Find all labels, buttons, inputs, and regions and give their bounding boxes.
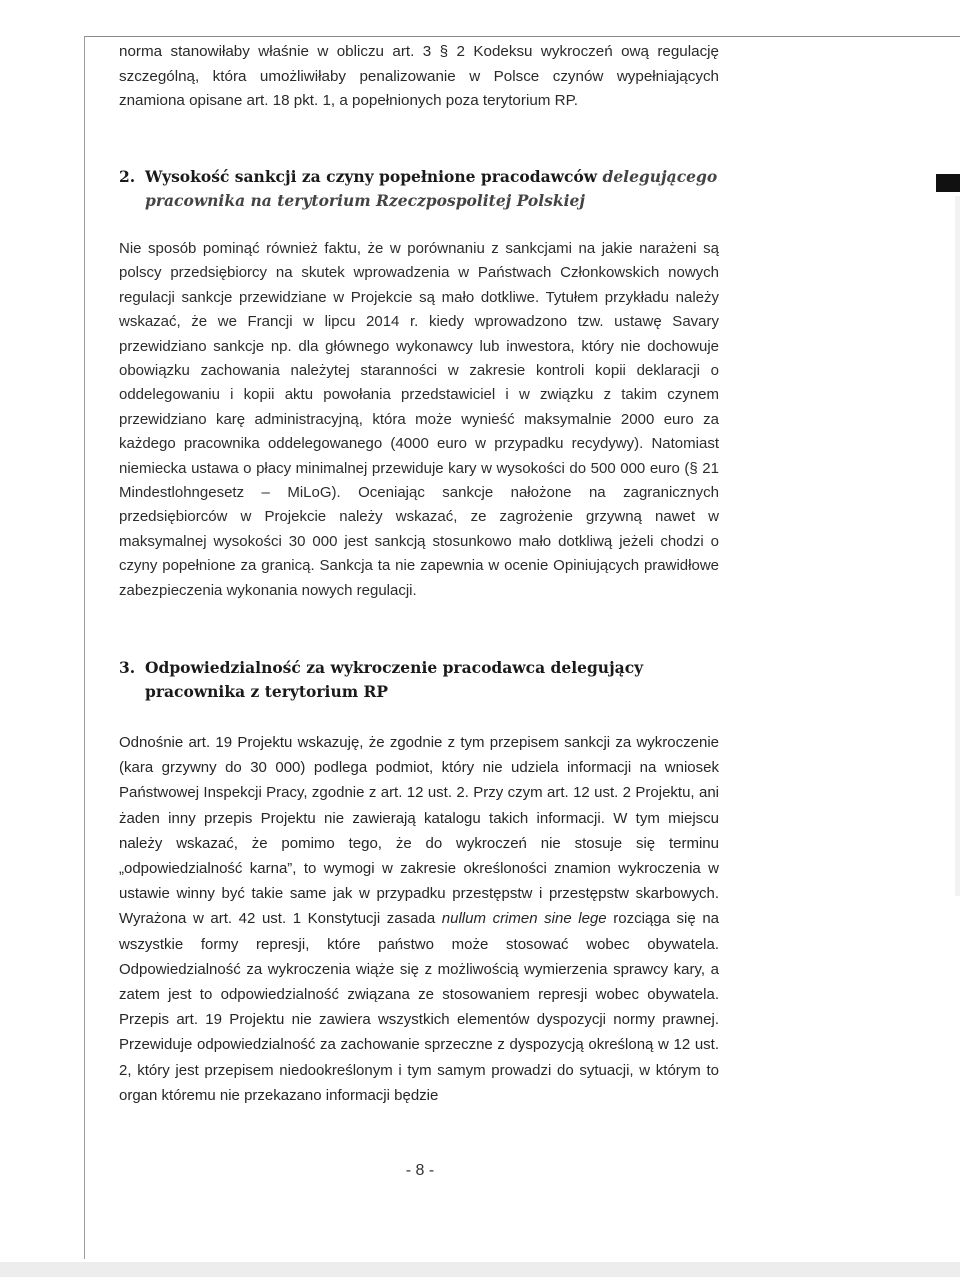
scan-edge-stripe — [955, 196, 960, 896]
section-3-title: Odpowiedzialność za wykroczenie pracodawca delegujący pracownika z terytorium RP — [145, 658, 644, 701]
section-2-title-plain: Wysokość sankcji za czyny popełnione pracodawców — [145, 167, 603, 186]
section-2-body-block — [119, 237, 719, 603]
section-2-title — [145, 165, 719, 213]
scan-bottom-edge — [0, 1262, 960, 1277]
page-frame-left-line — [84, 36, 85, 1259]
section-3-text-after-latin: rozciąga się na wszystkie formy represji, które państwo może stosować wobec obywatela. Odpowiedzialność za wykroczenia wiąże się z możliwością wymierzenia sprawcy kary, a zatem jest to odpowiedzialność związana ze stosowaniem represji wobec obywatela. Przepis art. 19 Projektu nie zawiera wszystkich elementów dyspozycji normy prawnej. Przewiduje odpowiedzialność za zachowanie sprzeczne z dyspozycją określoną w 12 ust. 2, który jest przepisem niedookreślonym i tym samym prowadzi do sytuacji, w którym to organ któremu nie przekazano informacji będzie — [119, 910, 720, 1104]
section-3-body-block — [119, 730, 719, 1108]
section-2-number: 2. — [119, 167, 136, 186]
intro-paragraph-block — [119, 40, 719, 114]
section-2-heading — [119, 165, 719, 213]
page-number: - 8 - — [405, 1162, 435, 1179]
section-3-number: 3. — [119, 658, 136, 677]
section-3-paragraph — [119, 730, 719, 1108]
section-2-paragraph: Nie sposób pominąć również faktu, że w porównaniu z sankcjami na jakie narażeni są polscy przedsiębiorcy na skutek wprowadzenia w Państwach Członkowskich nowych regulacji sankcje przewidziane w Projekcie są mało dotkliwe. Tytułem przykładu należy wskazać, że we Francji w lipcu 2014 r. kiedy wprowadzono tzw. ustawę Savary przewidziano sankcje np. dla głównego wykonawcy lub inwestora, który nie dochowuje obowiązku zachowania należytej staranności w zakresie kontroli kopii deklaracji o oddelegowaniu i kopii aktu powołania przedstawiciel i w związku z takim czynem przewidziano karę administracyjną, która może wynieść maksymalnie 2000 euro za każdego pracownika oddelegowanego (4000 euro w przypadku recydywy). Natomiast niemiecka ustawa o płacy minimalnej przewiduje kary w wysokości do 500 000 euro (§ 21 Mindestlohngesetz – MiLoG). Oceniając sankcje nałożone na zagranicznych przedsiębiorców w Projekcie należy wskazać, ze zagrożenie grzywną nawet w maksymalnej wysokości 30 000 jest sankcją stosunkowo mało dotkliwą jeżeli chodzi o czyny popełnione za granicą. Sankcja ta nie zapewnia w ocenie Opiniujących prawidłowe zabezpieczenia wykonania nowych regulacji. — [119, 240, 719, 599]
scan-edge-mark — [936, 174, 960, 192]
page-frame-top-line — [84, 36, 960, 37]
latin-maxim: nullum crimen sine lege — [441, 910, 607, 928]
section-3-heading — [119, 656, 729, 704]
section-3-text-before-latin: Odnośnie art. 19 Projektu wskazuję, że zgodnie z tym przepisem sankcji za wykroczenie (kara grzywny do 30 000) podlega podmiot, który nie udziela informacji na wniosek Państwowej Inspekcji Pracy, zgodnie z art. 12 ust. 2. Przy czym art. 12 ust. 2 Projektu, ani żaden inny przepis Projektu nie zawierają katalogu takich informacji. W tym miejscu należy wskazać, że pomimo tego, że do wykroczeń nie stosuje się terminu „odpowiedzialność karna”, to wymogi w zakresie określoności znamion wykroczenia w ustawie winny być takie same jak w przypadku przestępstw i przestępstw skarbowych. Wyrażona w art. 42 ust. 1 Konstytucji zasada — [119, 734, 719, 928]
intro-paragraph: norma stanowiłaby właśnie w obliczu art. 3 § 2 Kodeksu wykroczeń ową regulację szczególną, która umożliwiłaby penalizowanie w Polsce czynów wypełniających znamiona opisane art. 18 pkt. 1, a popełnionych poza terytorium RP. — [119, 43, 719, 109]
section-2-title-italic: delegującego pracownika na terytorium Rzeczpospolitej Polskiej — [145, 167, 718, 210]
